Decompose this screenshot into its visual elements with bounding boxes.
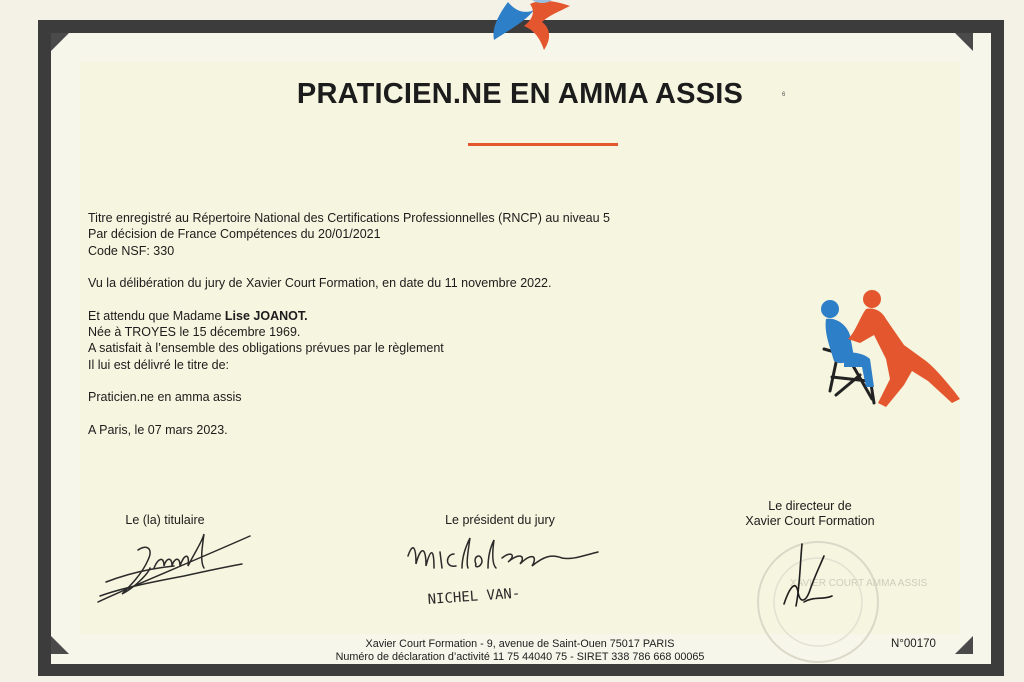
president-signature-label: Le président du jury	[445, 513, 555, 527]
director-signature-label	[710, 499, 910, 529]
satisfied-line: A satisfait à l’ensemble des obligations prévues par le règlement	[88, 341, 444, 356]
place-date-line: A Paris, le 07 mars 2023.	[88, 422, 228, 437]
nsf-line: Code NSF: 330	[88, 243, 175, 258]
president-written-name: NICHEL VAN-	[427, 585, 521, 608]
attendu-line	[88, 308, 808, 324]
title-mark: 6	[782, 92, 786, 98]
jury-line: Vu la délibération du jury de Xavier Court Formation, en date du 11 novembre 2022.	[88, 276, 552, 291]
stamp-text: XAVIER COURT AMMA ASSIS	[790, 578, 928, 589]
president-signature-icon	[402, 534, 602, 612]
certificate-number: N°00170	[891, 638, 936, 650]
amma-massage-illustration-icon	[808, 287, 968, 417]
holder-signature-label: Le (la) titulaire	[125, 513, 205, 527]
certificate-footer	[290, 638, 750, 663]
delivered-line: Il lui est délivré le titre de:	[88, 357, 230, 372]
footer-registration: Numéro de déclaration d’activité 11 75 44040 75 - SIRET 338 786 668 00065	[335, 650, 705, 663]
title-underline	[468, 143, 618, 146]
holder-name: Lise JOANOT.	[224, 308, 308, 323]
awarded-title-line: Praticien.ne en amma assis	[88, 390, 242, 405]
rncp-line: Titre enregistré au Répertoire National des Certifications Professionnelles (RNCP) au niveau 5	[88, 211, 611, 225]
frame-corner-top-right	[955, 33, 973, 51]
holder-signature-icon	[92, 528, 262, 612]
frame-corner-top-left	[51, 33, 69, 51]
certificate-body	[88, 210, 808, 438]
director-label-line-2: Xavier Court Formation	[745, 514, 875, 528]
ribbon-logo-icon	[486, 0, 576, 52]
frame-left	[38, 20, 51, 676]
frame-corner-bottom-left	[51, 636, 69, 654]
frame-corner-bottom-right	[955, 636, 973, 654]
director-label-line-1: Le directeur de	[768, 499, 852, 513]
born-line: Née à TROYES le 15 décembre 1969.	[88, 325, 301, 340]
footer-address: Xavier Court Formation - 9, avenue de Saint-Ouen 75017 PARIS	[365, 638, 675, 650]
decision-line: Par décision de France Compétences du 20/01/2021	[88, 227, 381, 242]
attendu-prefix: Et attendu que Madame	[88, 308, 225, 323]
certificate-title: PRATICIEN.NE EN AMMA ASSIS	[296, 78, 744, 110]
frame-right	[991, 20, 1004, 676]
